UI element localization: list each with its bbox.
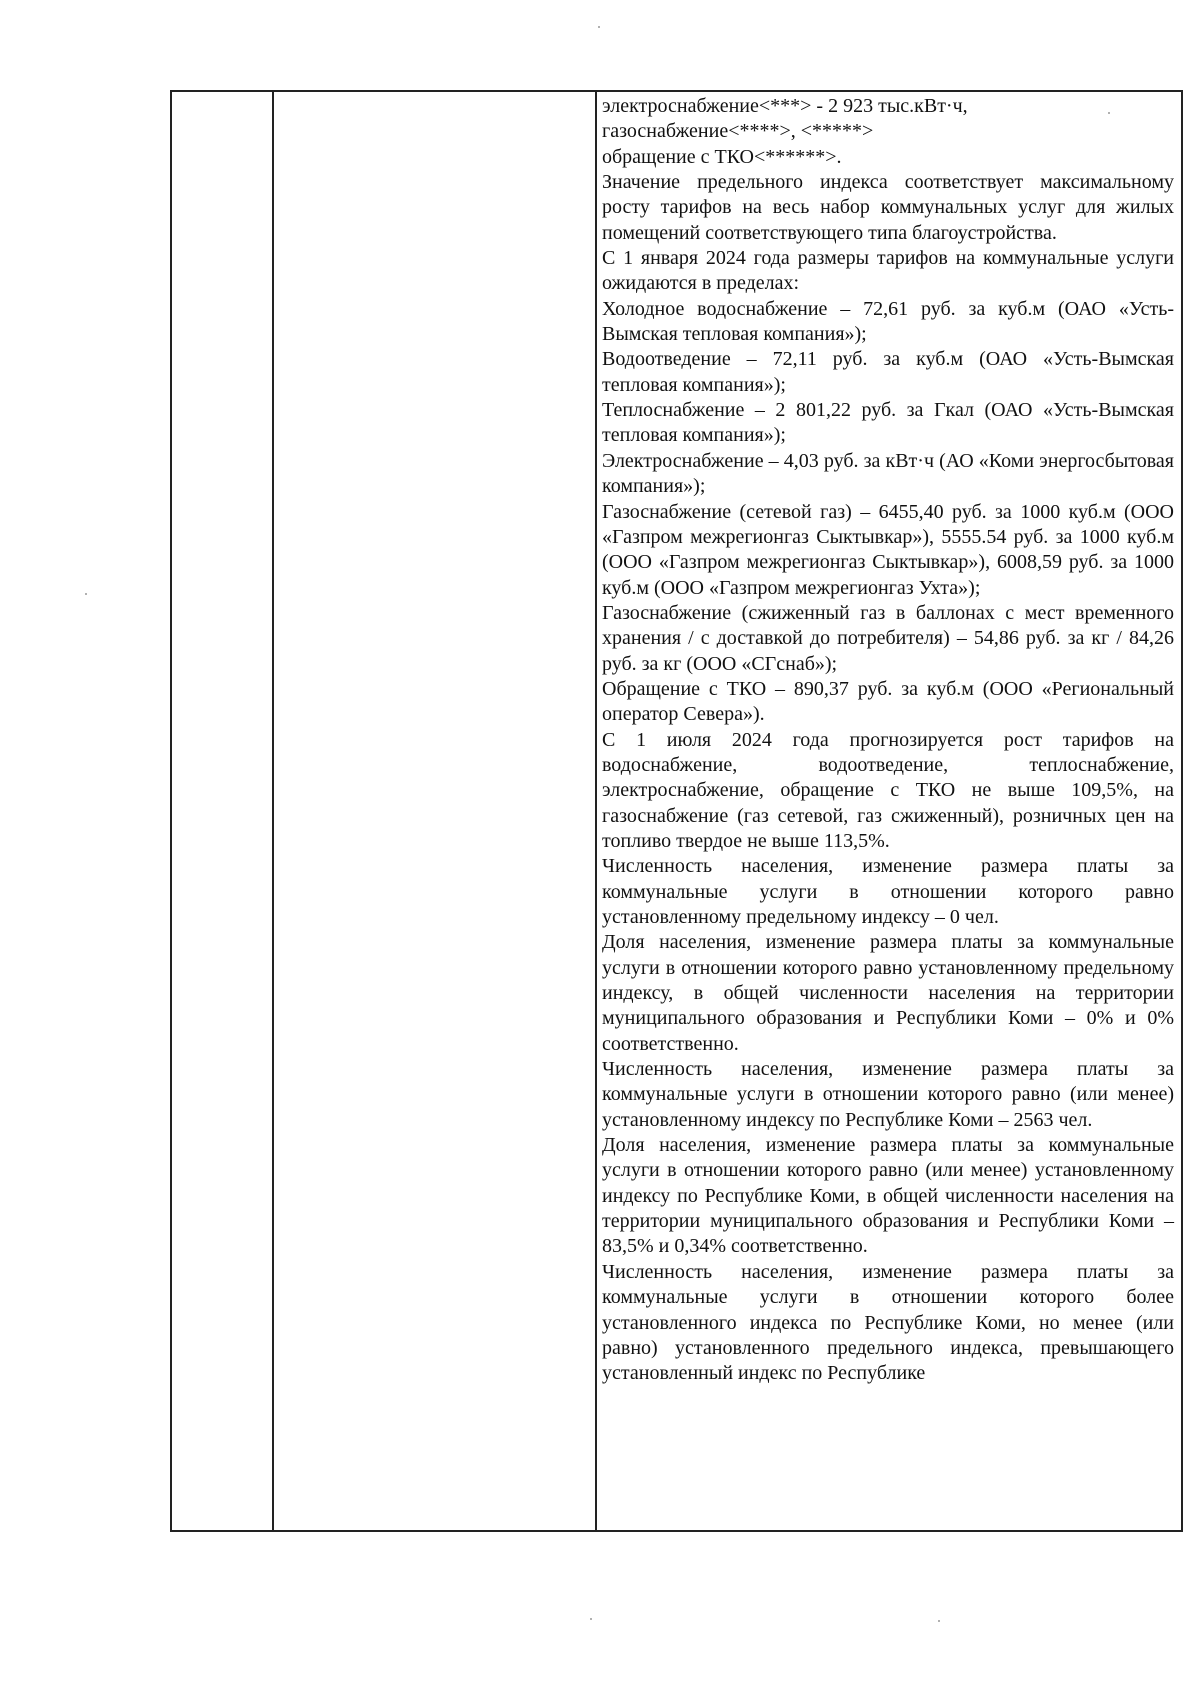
paragraph-wastewater: Водоотведение – 72,11 руб. за куб.м (ОАО «Усть-Вымская тепловая компания»); [602, 348, 1174, 396]
paragraph-july-growth: С 1 июля 2024 года прогнозируется рост тарифов на водоснабжение, водоотведение, теплоснабжение, электроснабжение, обращение с ТКО не выше 109,5%, на газоснабжение (газ сетевой, газ сжиженный), розничных цен на топливо твердое не выше 113,5%. [602, 728, 1174, 852]
paragraph-electricity-tariff: Электроснабжение – 4,03 руб. за кВт·ч (АО «Коми энергосбытовая компания»); [602, 449, 1174, 498]
paragraph-liquefied-gas: Газоснабжение (сжиженный газ в баллонах с мест временного хранения / с доставкой до потребителя) – 54,86 руб. за кг / 84,26 руб. за кг (ООО «СГснаб»); [602, 601, 1174, 675]
paragraph-tariffs-intro: С 1 января 2024 года размеры тарифов на коммунальные услуги ожидаются в пределах: [602, 247, 1174, 295]
document-table [170, 90, 1183, 1532]
paragraph-population-above-index: Численность населения, изменение размера платы за коммунальные услуги в отношении которого более установленного индекса по Республике Коми, но менее (или равно) установленного предельного индекса, превышающего установленный индекс по Республике [602, 1260, 1174, 1385]
paragraph-waste-tariff: Обращение с ТКО – 890,37 руб. за куб.м (ООО «Региональный оператор Севера»). [602, 677, 1174, 726]
paragraph-cold-water: Холодное водоснабжение – 72,61 руб. за куб.м (ОАО «Усть-Вымская тепловая компания»); [602, 297, 1174, 346]
paragraph-waste-handling: обращение с ТКО<******>. [602, 145, 842, 168]
scan-speck [1108, 112, 1110, 114]
paragraph-population-regional-index: Численность населения, изменение размера платы за коммунальные услуги в отношении которого равно (или менее) установленному индексу по Республике Коми – 2563 чел. [602, 1058, 1174, 1131]
column-divider-2 [595, 92, 597, 1530]
scan-speck [85, 593, 87, 595]
paragraph-network-gas: Газоснабжение (сетевой газ) – 6455,40 руб. за 1000 куб.м (ООО «Газпром межрегионгаз Сыктывкар»), 5555.54 руб. за 1000 куб.м (ООО «Газпром межрегионгаз Сыктывкар»), 6008,59 руб. за 1000 куб.м (ООО «Газпром межрегионгаз Ухта»); [602, 500, 1174, 599]
tariff-description-cell [602, 94, 1174, 1387]
scan-speck [598, 26, 600, 28]
paragraph-share-limit-index: Доля населения, изменение размера платы за коммунальные услуги в отношении которого равно установленному предельному индексу, в общей численности населения на территории муниципального образования и Республики Коми – 0% и 0% соответственно. [602, 931, 1174, 1055]
column-divider-1 [272, 92, 274, 1530]
paragraph-gas-supply: газоснабжение<****>, <*****> [602, 120, 874, 143]
paragraph-population-limit-index: Численность населения, изменение размера платы за коммунальные услуги в отношении которого равно установленному предельному индексу – 0 чел. [602, 855, 1174, 928]
scan-speck [590, 1618, 592, 1620]
paragraph-heating: Теплоснабжение – 2 801,22 руб. за Гкал (ОАО «Усть-Вымская тепловая компания»); [602, 399, 1174, 447]
paragraph-electricity-volume: электроснабжение<***> - 2 923 тыс.кВт·ч, [602, 95, 968, 117]
paragraph-share-regional-index: Доля населения, изменение размера платы за коммунальные услуги в отношении которого равно (или менее) установленному индексу по Республике Коми, в общей численности населения на территории муниципального образования и Республики Коми – 83,5% и 0,34% соответственно. [602, 1134, 1174, 1258]
scan-speck [938, 1620, 940, 1622]
paragraph-index-meaning: Значение предельного индекса соответствует максимальному росту тарифов на весь набор коммунальных услуг для жилых помещений соответствующего типа благоустройства. [602, 171, 1174, 244]
